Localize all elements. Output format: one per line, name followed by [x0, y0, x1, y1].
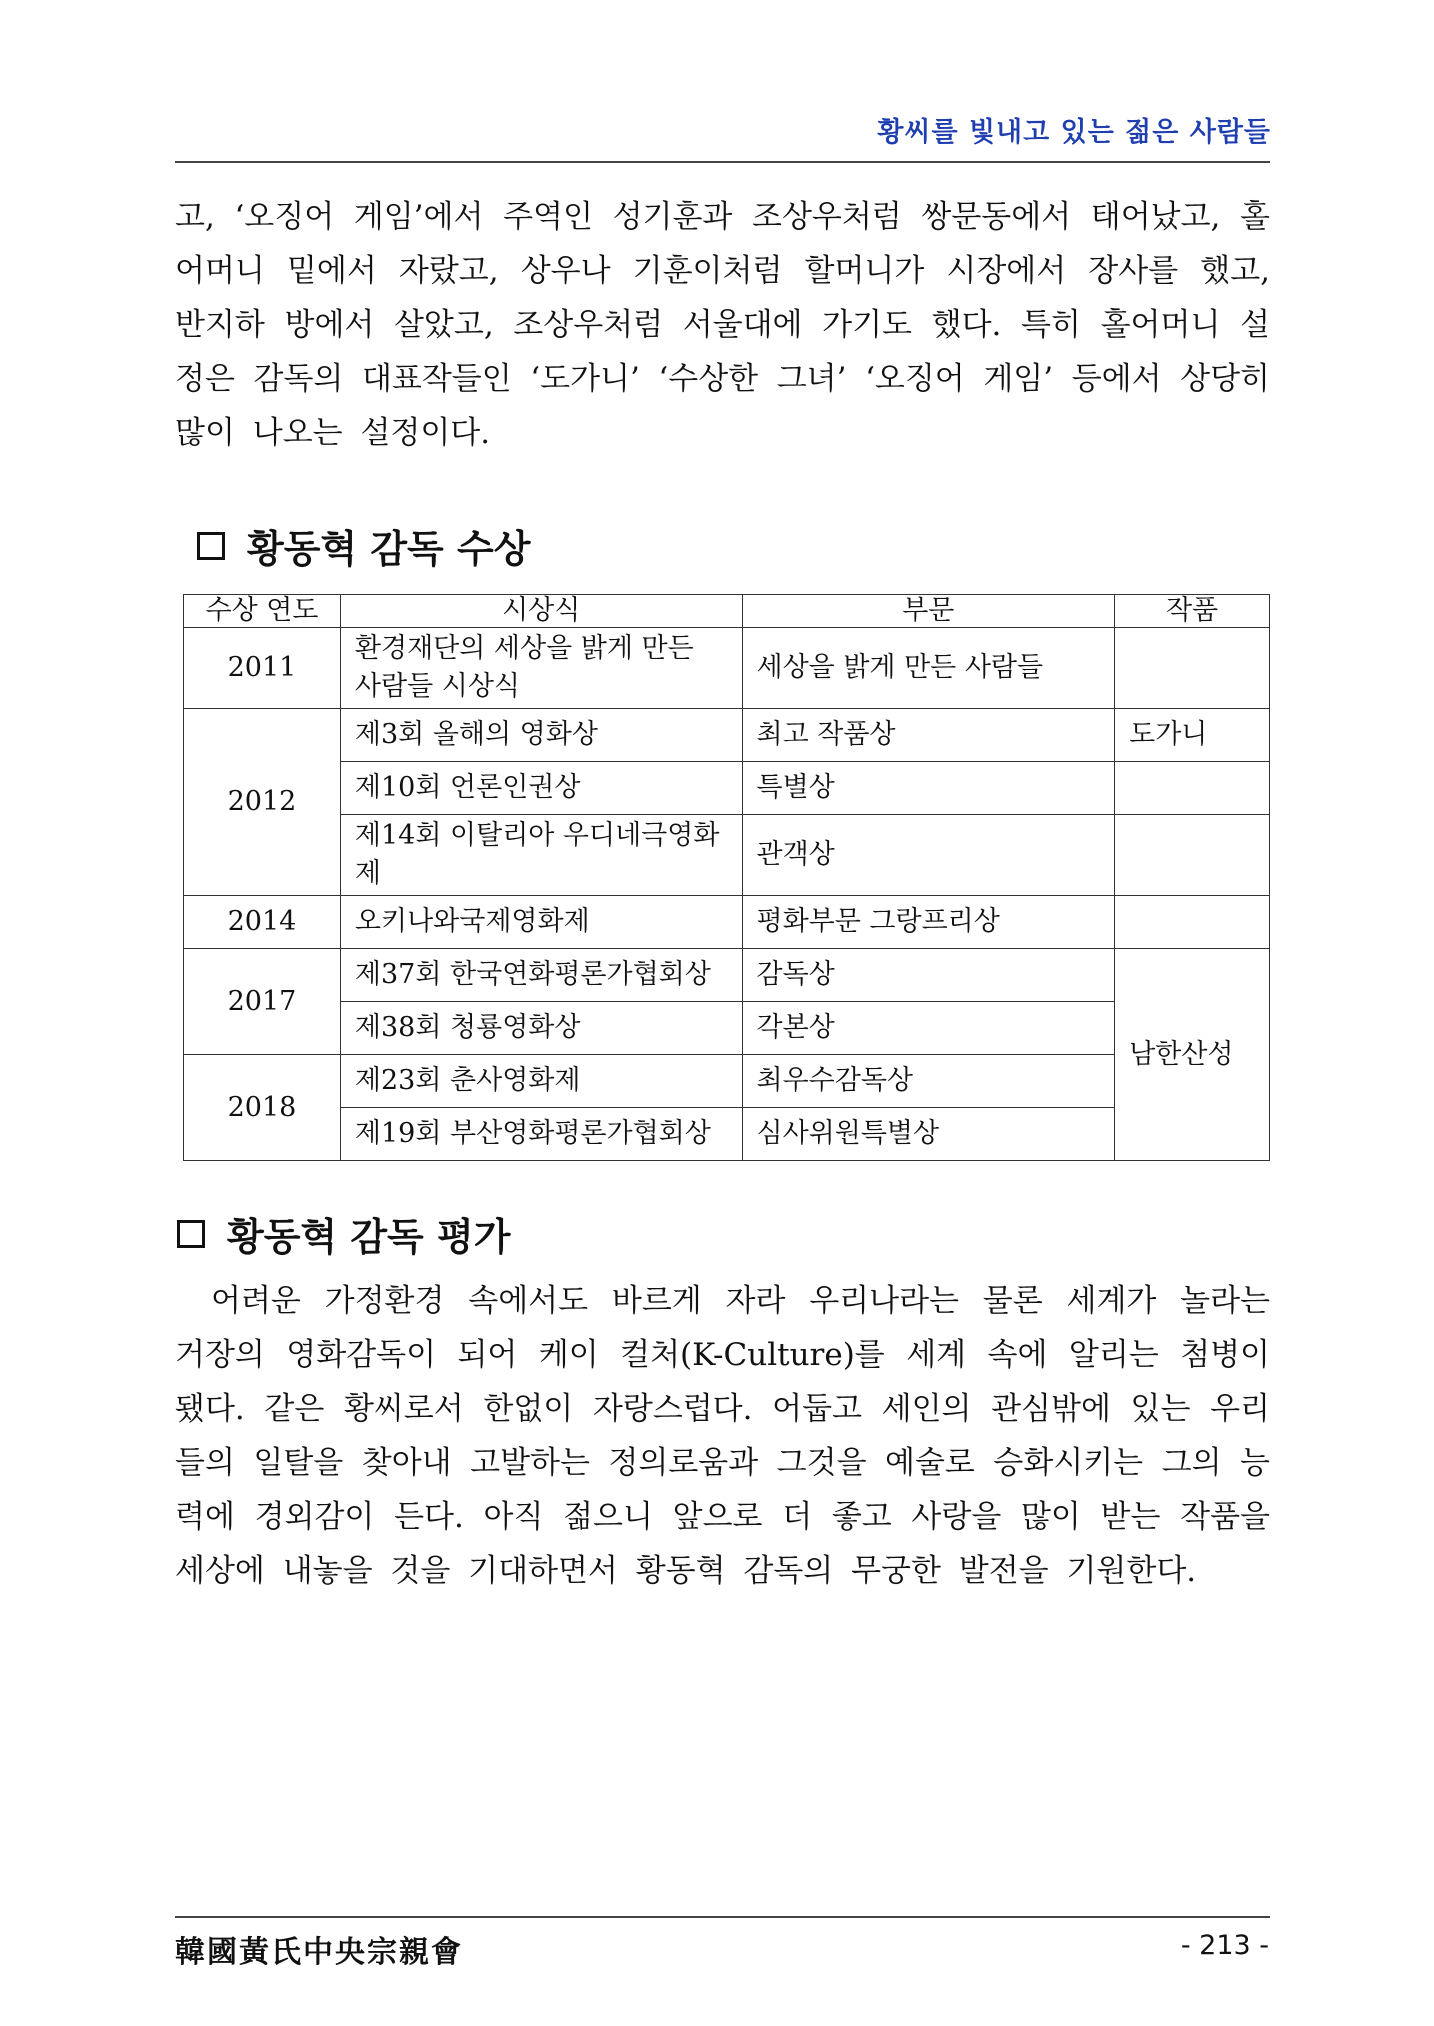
ceremony-cell: 환경재단의 세상을 밝게 만든 사람들 시상식	[340, 628, 742, 709]
ceremony-cell: 제19회 부산영화평론가협회상	[340, 1108, 742, 1161]
work-cell	[1115, 628, 1270, 709]
ceremony-cell: 제37회 한국연화평론가협회상	[340, 949, 742, 1002]
category-cell: 특별상	[742, 762, 1115, 815]
ceremony-cell: 제10회 언론인권상	[340, 762, 742, 815]
ceremony-cell: 제14회 이탈리아 우디네극영화제	[340, 815, 742, 896]
header-year: 수상 연도	[184, 595, 341, 628]
work-cell	[1115, 762, 1270, 815]
section-heading-evaluation	[177, 1206, 510, 1261]
year-cell: 2012	[184, 709, 341, 896]
category-cell: 최고 작품상	[742, 709, 1115, 762]
checkbox-square-icon	[177, 1220, 205, 1248]
section-title-evaluation: 황동혁 감독 평가	[227, 1215, 511, 1259]
year-cell: 2017	[184, 949, 341, 1055]
section-heading-awards	[197, 518, 530, 573]
table-row	[184, 709, 1270, 762]
table-row	[184, 628, 1270, 709]
ceremony-cell: 제38회 청룡영화상	[340, 1002, 742, 1055]
table-row	[184, 949, 1270, 1002]
ceremony-cell: 오키나와국제영화제	[340, 896, 742, 949]
ceremony-cell: 제3회 올해의 영화상	[340, 709, 742, 762]
table-row	[184, 896, 1270, 949]
category-cell: 각본상	[742, 1002, 1115, 1055]
header-ceremony: 시상식	[340, 595, 742, 628]
year-cell: 2018	[184, 1055, 341, 1161]
work-cell: 남한산성	[1115, 949, 1270, 1161]
work-cell	[1115, 815, 1270, 896]
footer-organization: 韓國黃氏中央宗親會	[175, 1935, 463, 1970]
year-cell: 2014	[184, 896, 341, 949]
header-divider	[175, 161, 1270, 163]
awards-table	[183, 594, 1270, 1161]
category-cell: 감독상	[742, 949, 1115, 1002]
table-row	[184, 762, 1270, 815]
table-row	[184, 1108, 1270, 1161]
paragraph-evaluation: 어려운 가정환경 속에서도 바르게 자라 우리나라는 물론 세계가 놀라는 거장의 영화감독이 되어 케이 컬처(K-Culture)를 세계 속에 알리는 첨병이 됐다. 같은 황씨로서 한없이 자랑스럽다. 어둡고 세인의 관심밖에 있는 우리들의 일탈을 찾아내 고발하는 정의로움과 그것을 예술로 승화시키는 그의 능력에 경외감이 든다. 아직 젊으니 앞으로 더 좋고 사랑을 많이 받는 작품을 세상에 내놓을 것을 기대하면서 황동혁 감독의 무궁한 발전을 기원한다.	[175, 1283, 1270, 1589]
footer-divider	[175, 1916, 1270, 1918]
paragraph-intro: 고, ‘오징어 게임’에서 주역인 성기훈과 조상우처럼 쌍문동에서 태어났고, 홀어머니 밑에서 자랐고, 상우나 기훈이처럼 할머니가 시장에서 장사를 했고, 반지하 방에서 살았고, 조상우처럼 서울대에 가기도 했다. 특히 홀어머니 설정은 감독의 대표작들인 ‘도가니’ ‘수상한 그녀’ ‘오징어 게임’ 등에서 상당히 많이 나오는 설정이다.	[175, 199, 1270, 451]
header-category: 부문	[742, 595, 1115, 628]
header-work: 작품	[1115, 595, 1270, 628]
page-number: - 213 -	[1180, 1930, 1269, 1961]
table-row	[184, 815, 1270, 896]
table-header-row	[184, 595, 1270, 628]
running-header-title: 황씨를 빛내고 있는 젊은 사람들	[877, 117, 1271, 148]
category-cell: 세상을 밝게 만든 사람들	[742, 628, 1115, 709]
work-cell: 도가니	[1115, 709, 1270, 762]
category-cell: 최우수감독상	[742, 1055, 1115, 1108]
category-cell: 관객상	[742, 815, 1115, 896]
work-cell	[1115, 896, 1270, 949]
year-cell: 2011	[184, 628, 341, 709]
section-title-awards: 황동혁 감독 수상	[247, 527, 531, 571]
table-row	[184, 1055, 1270, 1108]
checkbox-square-icon	[197, 532, 225, 560]
ceremony-cell: 제23회 춘사영화제	[340, 1055, 742, 1108]
category-cell: 심사위원특별상	[742, 1108, 1115, 1161]
table-row	[184, 1002, 1270, 1055]
category-cell: 평화부문 그랑프리상	[742, 896, 1115, 949]
